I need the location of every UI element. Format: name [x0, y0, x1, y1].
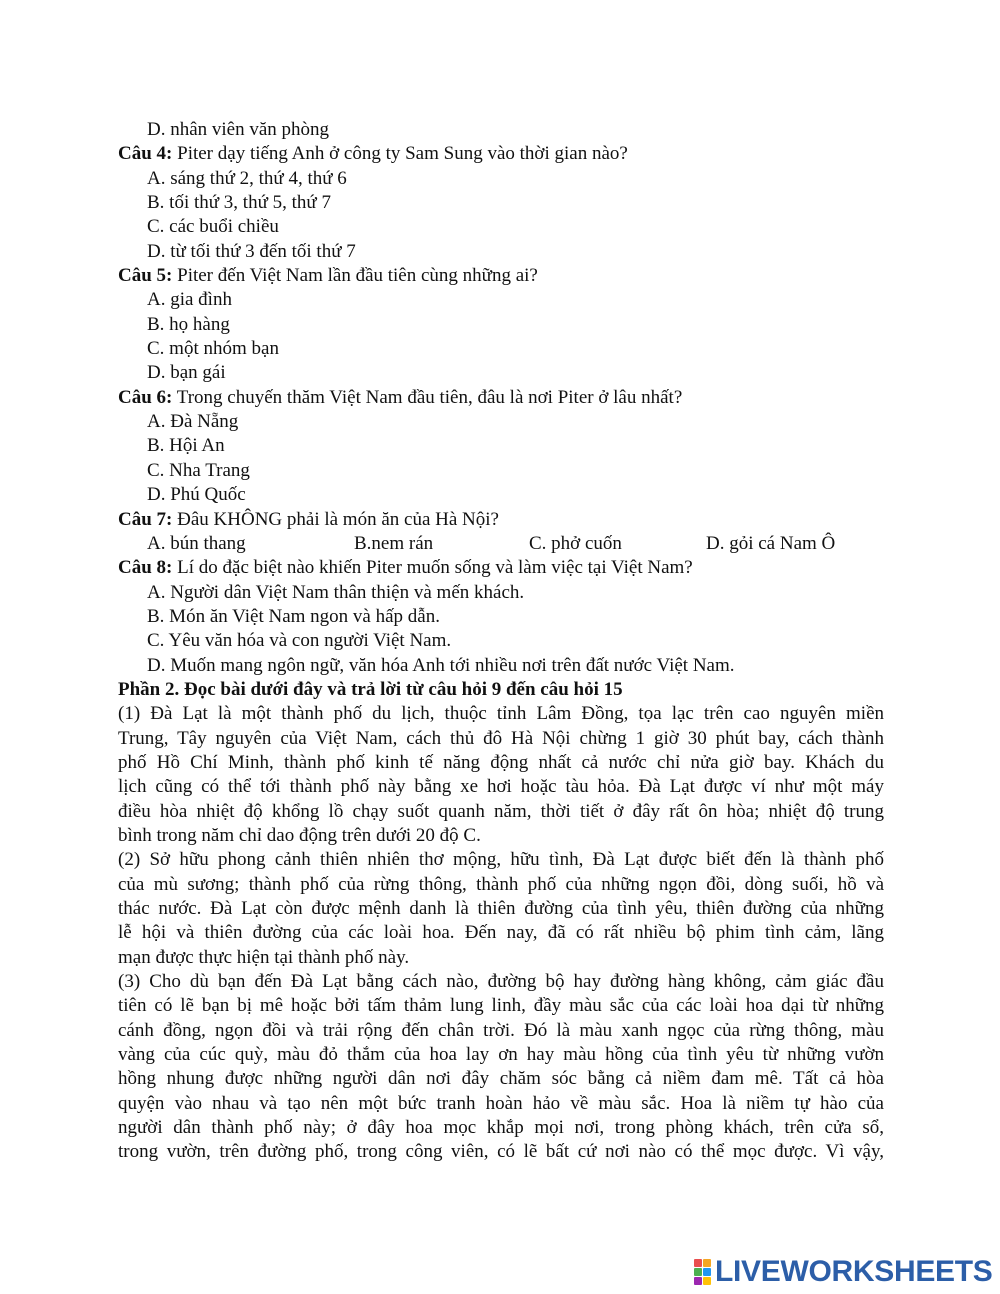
reading-passage	[118, 702, 884, 1165]
passage-line: phố Hồ Chí Minh, thành phố kinh tế năng động nhất cả nước chỉ nửa giờ bay. Khách du	[118, 751, 884, 773]
passage-line: (1) Đà Lạt là một thành phố du lịch, thuộc tỉnh Lâm Đồng, tọa lạc trên cao nguyên miền	[118, 703, 884, 725]
passage-line: cánh đồng, ngọn đồi và trải rộng đến chân trời. Đó là màu xanh ngọc của rừng thông, màu	[118, 1019, 884, 1041]
liveworksheets-logo	[694, 1252, 993, 1292]
passage-line: điều hòa nhiệt độ khổng lồ chạy suốt quanh năm, thời tiết ở đây rất ôn hòa; nhiệt độ trung	[118, 800, 884, 822]
passage-line: vàng của cúc quỳ, màu đỏ thắm của hoa lay ơn hay màu hồng của tình yêu từ những vườn	[118, 1044, 884, 1066]
question	[118, 386, 884, 410]
section-title: Phần 2. Đọc bài dưới đây và trả lời từ câu hỏi 9 đến câu hỏi 15	[118, 678, 623, 700]
question-number: Câu 8:	[118, 557, 173, 579]
question-number: Câu 4:	[118, 143, 173, 165]
question-8-option-b: B. Món ăn Việt Nam ngon và hấp dẫn.	[147, 605, 440, 627]
question-7	[118, 508, 884, 532]
question-7-option-c: C. phở cuốn	[529, 532, 622, 554]
question-number: Câu 6:	[118, 386, 173, 408]
question-number: Câu 5:	[118, 265, 173, 287]
question	[118, 264, 884, 288]
passage-line: lễ hội và thiên đường của các loài hoa. Đến nay, đã có rất nhiều bộ phim tình cảm, lãng	[118, 922, 884, 944]
question-8-option-a: A. Người dân Việt Nam thân thiện và mến khách.	[147, 581, 525, 603]
answer-option: A. sáng thứ 2, thứ 4, thứ 6	[147, 167, 347, 189]
answer-option: A. Đà Nẵng	[147, 411, 239, 433]
passage-line: bình trong năm chỉ dao động trên dưới 20 độ C.	[118, 824, 481, 846]
logo-square	[694, 1268, 702, 1276]
passage-line: (3) Cho dù bạn đến Đà Lạt bằng cách nào, đường bộ hay đường hàng không, cảm giác đầu	[118, 971, 884, 993]
answer-option: A. gia đình	[147, 289, 232, 311]
question-3-option-d: D. nhân viên văn phòng	[147, 119, 330, 140]
answer-option: D. Phú Quốc	[147, 484, 246, 506]
question-7-option-d: D. gỏi cá Nam Ô	[706, 532, 836, 554]
logo-square	[703, 1259, 711, 1267]
question-8-option-c: C. Yêu văn hóa và con người Việt Nam.	[147, 630, 452, 652]
question-text: Lí do đặc biệt nào khiến Piter muốn sống và làm việc tại Việt Nam?	[172, 557, 693, 579]
question-text: Đâu KHÔNG phải là món ăn của Hà Nội?	[172, 508, 499, 530]
question-8-option-d: D. Muốn mang ngôn ngữ, văn hóa Anh tới nhiều nơi trên đất nước Việt Nam.	[147, 654, 735, 676]
passage-line: của mù sương; thành phố của rừng thông, thành phố của những ngọn đồi, dòng suối, hồ và	[118, 873, 884, 895]
passage-line: (2) Sở hữu phong cảnh thiên nhiên thơ mộng, hữu tình, Đà Lạt được biết đến là thành phố	[118, 849, 884, 871]
passage-line: quyện vào nhau và tạo nên một bức tranh hoàn hảo về màu sắc. Hoa là niềm tự hào của	[118, 1092, 884, 1114]
logo-icon	[694, 1259, 711, 1285]
question-8	[118, 556, 884, 580]
passage-line: Trung, Tây nguyên của Việt Nam, cách thủ đô Hà Nội chừng 1 giờ 30 phút bay, cách thành	[118, 727, 884, 749]
answer-option: D. bạn gái	[147, 362, 226, 384]
passage-line: trong vườn, trên đường phố, trong công viên, có lẽ bất cứ nơi nào có thể mọc được. Vì vậy,	[118, 1141, 884, 1163]
logo-text: LIVEWORKSHEETS	[715, 1255, 993, 1288]
answer-option: B. họ hàng	[147, 313, 230, 335]
passage-line: hồng nhung được những người dân nơi đây chăm sóc bằng cả niềm đam mê. Tất cả hòa	[118, 1068, 884, 1090]
question	[118, 142, 884, 166]
passage-line: người dân thành phố này; ở đây hoa mọc khắp mọi nơi, trong phòng khách, trên cửa sổ,	[118, 1117, 884, 1139]
passage-line: tiên có lẽ bạn bị mê hoặc bởi tấm thảm lung linh, đầy màu sắc của các loài hoa dại từ những	[118, 995, 884, 1017]
logo-square	[694, 1259, 702, 1267]
question-list	[118, 142, 884, 507]
question-text: Piter dạy tiếng Anh ở công ty Sam Sung vào thời gian nào?	[172, 143, 628, 165]
logo-square	[694, 1277, 702, 1285]
answer-option: C. Nha Trang	[147, 459, 250, 481]
question-number: Câu 7:	[118, 508, 173, 530]
answer-option: C. các buổi chiều	[147, 216, 279, 238]
question-7-option-b: B.nem rán	[354, 532, 434, 554]
passage-line: thác nước. Đà Lạt còn được mệnh danh là thiên đường của tình yêu, thiên đường của những	[118, 898, 884, 919]
answer-option: B. tối thứ 3, thứ 5, thứ 7	[147, 192, 331, 214]
passage-line: lịch cũng có thể tới thành phố này bằng xe hơi hoặc tàu hỏa. Đà Lạt được ví như một máy	[118, 776, 884, 798]
passage-line: mạn được thực hiện tại thành phố này.	[118, 946, 410, 968]
question-text: Trong chuyến thăm Việt Nam đầu tiên, đâu là nơi Piter ở lâu nhất?	[172, 386, 683, 408]
question-7-options	[118, 532, 884, 556]
answer-option: D. từ tối thứ 3 đến tối thứ 7	[147, 240, 356, 262]
question-text: Piter đến Việt Nam lần đầu tiên cùng những ai?	[172, 265, 538, 287]
worksheet-page	[118, 118, 884, 1165]
answer-option: C. một nhóm bạn	[147, 338, 279, 360]
question-7-option-a: A. bún thang	[147, 532, 246, 554]
answer-option: B. Hội An	[147, 435, 225, 457]
logo-square	[703, 1277, 711, 1285]
logo-square	[703, 1268, 711, 1276]
